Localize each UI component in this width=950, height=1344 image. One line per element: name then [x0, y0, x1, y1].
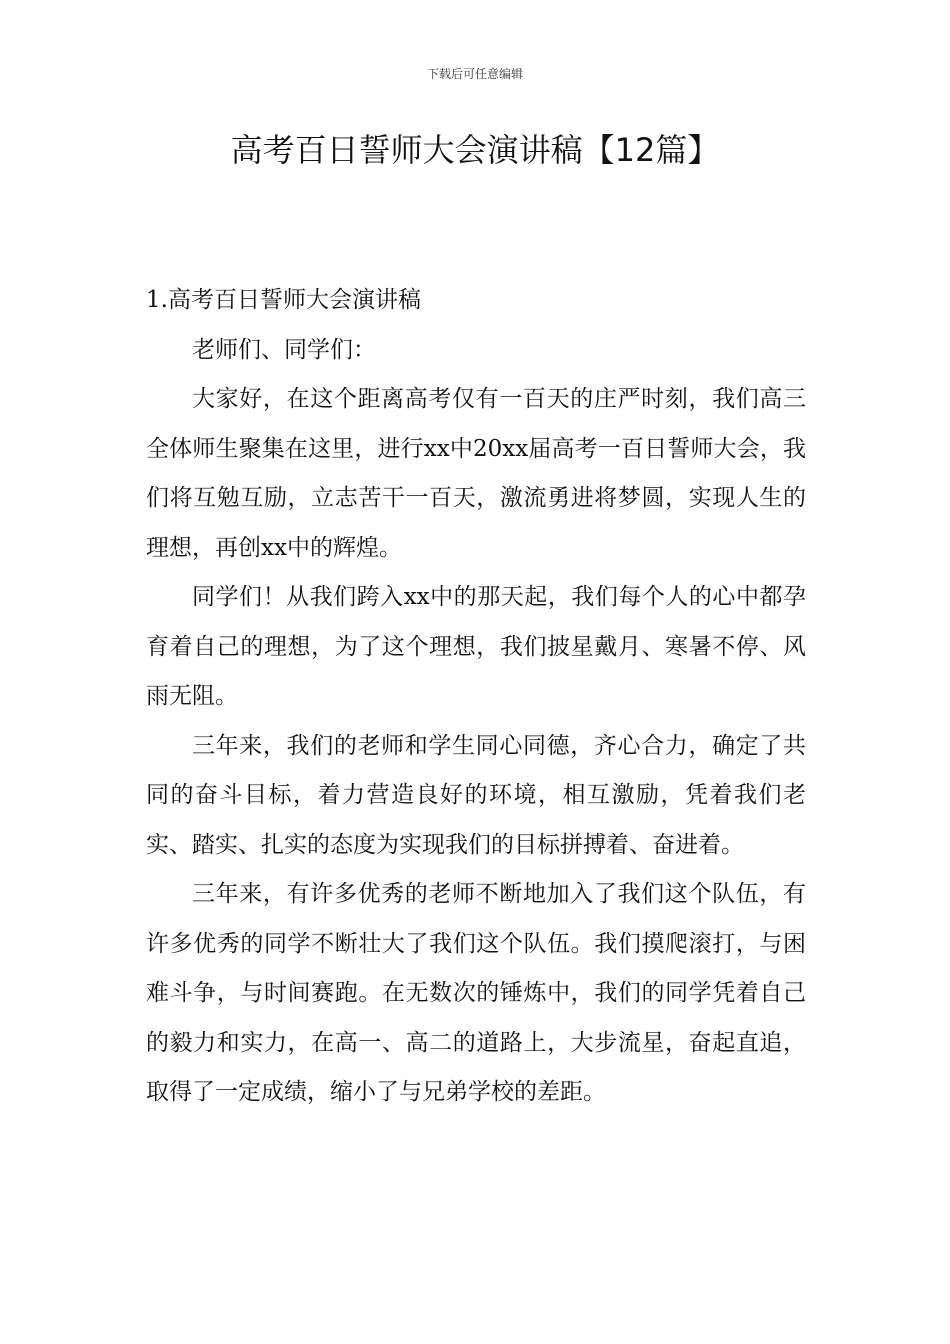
salutation-paragraph: 老师们、同学们：: [192, 336, 376, 363]
body-paragraph: 三年来，有许多优秀的老师不断地加入了我们这个队伍，有许多优秀的同学不断壮大了我们这个队伍。我们摸爬滚打，与困难斗争，与时间赛跑。在无数次的锤炼中，我们的同学凭着自己的毅力和实力，在高一、高二的道路上，大步流星，奋起直追，取得了一定成绩，缩小了与兄弟学校的差距。: [146, 881, 806, 1105]
document-title: 高考百日誓师大会演讲稿【12篇】: [230, 131, 720, 169]
body-paragraph: 同学们！从我们跨入xx中的那天起，我们每个人的心中都孕育着自己的理想，为了这个理想，我们披星戴月、寒暑不停、风雨无阻。: [146, 584, 806, 709]
body-paragraph: 大家好，在这个距离高考仅有一百天的庄严时刻，我们高三全体师生聚集在这里，进行xx中20xx届高考一百日誓师大会，我们将互勉互励，立志苦干一百天，激流勇进将梦圆，实现人生的理想，再创xx中的辉煌。: [146, 386, 806, 561]
header-note: 下载后可任意编辑: [426, 67, 523, 81]
document-body: [146, 276, 806, 1118]
section-heading: 1.高考百日誓师大会演讲稿: [146, 287, 421, 313]
body-paragraph: 三年来，我们的老师和学生同心同德，齐心合力，确定了共同的奋斗目标，着力营造良好的环境，相互激励，凭着我们老实、踏实、扎实的态度为实现我们的目标拼搏着、奋进着。: [146, 732, 806, 858]
